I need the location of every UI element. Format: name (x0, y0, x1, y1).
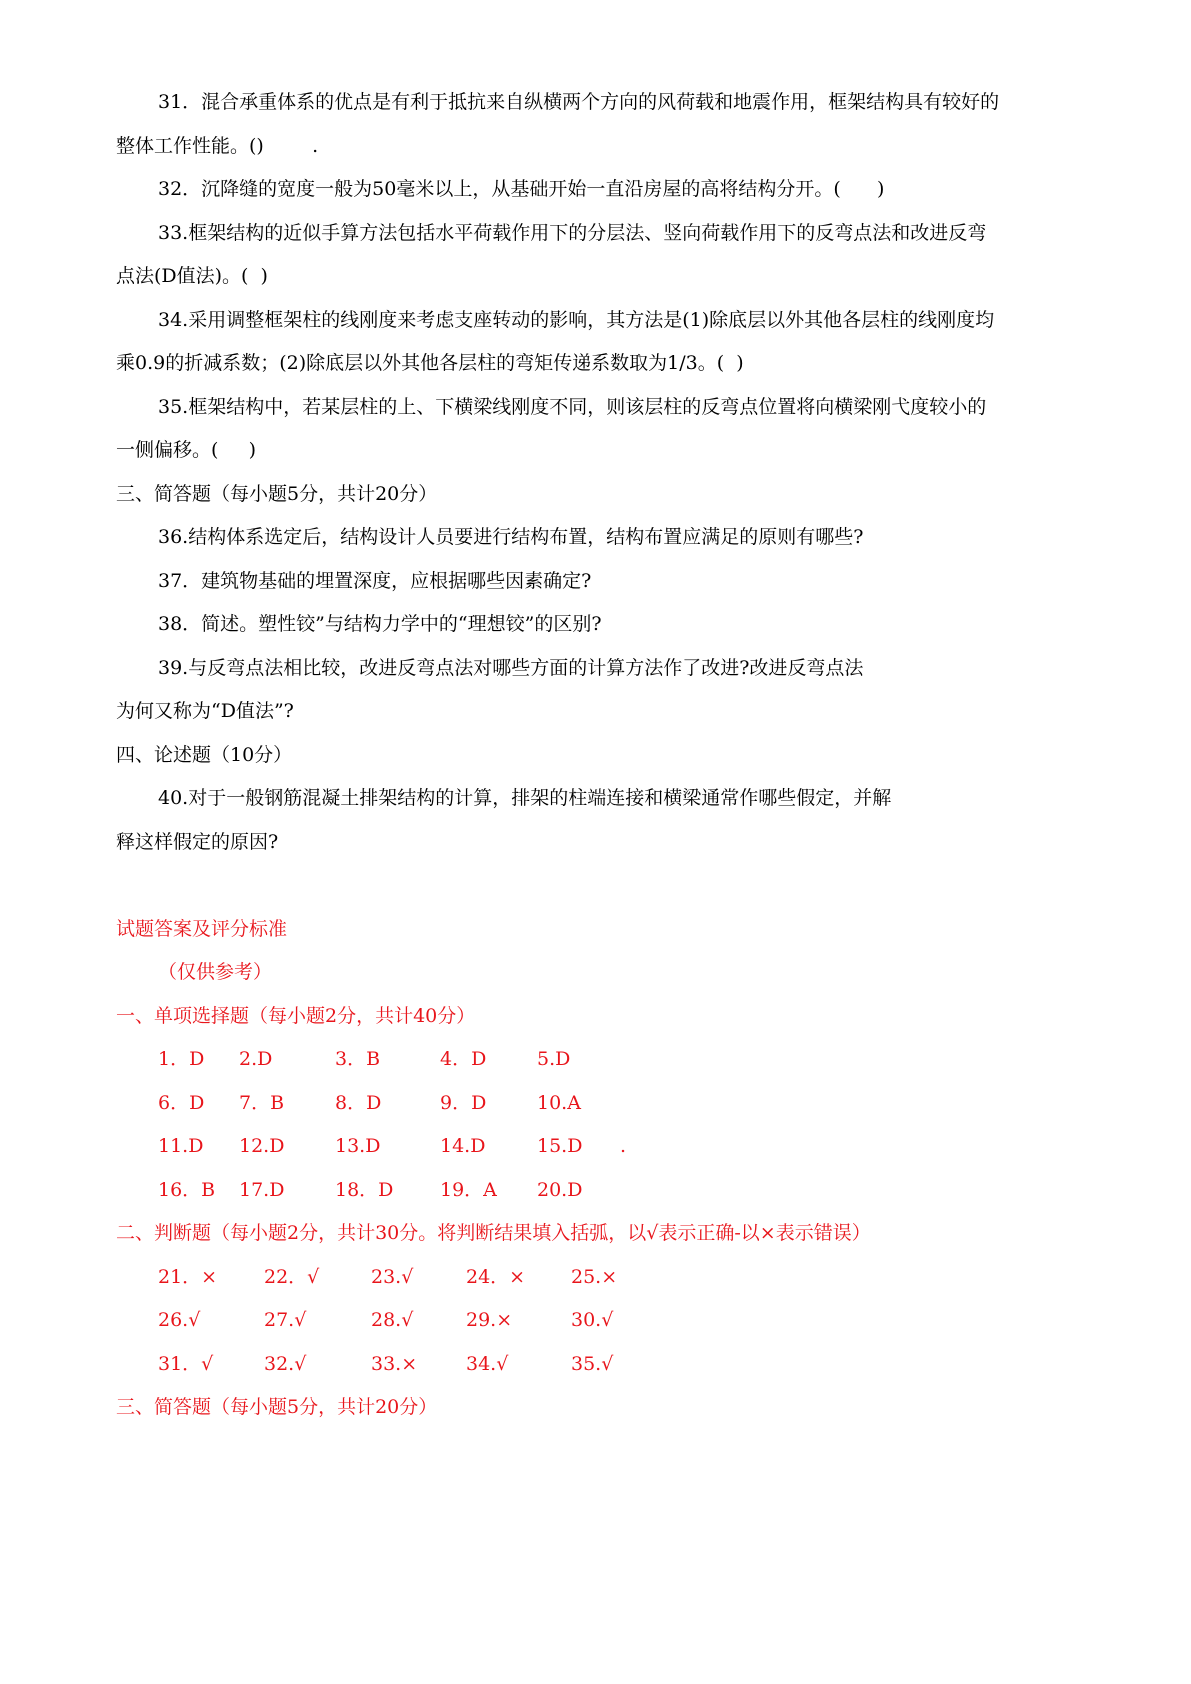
question-40-line-2: 释这样假定的原因? (116, 831, 279, 853)
answer-item: 11.D (158, 1135, 204, 1157)
answers-section-2-heading: 二、判断题（每小题2分，共计30分。将判断结果填入括弧，以√表示正确-以×表示错误） (116, 1222, 871, 1244)
answer-item: 6．D (158, 1092, 205, 1114)
answer-item: 14.D (440, 1135, 486, 1157)
answer-item: 24．× (466, 1266, 526, 1288)
answer-item: 34.√ (466, 1353, 509, 1375)
question-36: 36.结构体系选定后，结构设计人员要进行结构布置，结构布置应满足的原则有哪些? (158, 526, 864, 548)
answer-item: 35.√ (571, 1353, 614, 1375)
question-31-line-1: 31．混合承重体系的优点是有利于抵抗来自纵横两个方向的风荷载和地震作用，框架结构具有较好的 (158, 91, 1000, 113)
question-39-line-2: 为何又称为“D值法”? (116, 700, 294, 722)
question-33-line-2: 点法(D值法)。( ) (116, 265, 268, 287)
answer-item: 16．B (158, 1179, 216, 1201)
answer-item: 29.× (466, 1309, 513, 1331)
answer-item: . (620, 1135, 627, 1157)
answer-item: 33.× (371, 1353, 418, 1375)
question-35-line-1: 35.框架结构中，若某层柱的上、下横梁线刚度不同，则该层柱的反弯点位置将向横梁刚弋度较小的 (158, 396, 987, 418)
answer-item: 32.√ (264, 1353, 307, 1375)
answer-item: 28.√ (371, 1309, 414, 1331)
answer-item: 15.D (537, 1135, 583, 1157)
answer-item: 17.D (239, 1179, 285, 1201)
answer-item: 26.√ (158, 1309, 201, 1331)
answer-item: 4．D (440, 1048, 487, 1070)
answer-item: 31．√ (158, 1353, 214, 1375)
answer-item: 18．D (335, 1179, 394, 1201)
question-39-line-1: 39.与反弯点法相比较，改进反弯点法对哪些方面的计算方法作了改进?改进反弯点法 (158, 657, 864, 679)
answer-item: 25.× (571, 1266, 618, 1288)
answers-title: 试题答案及评分标准 (116, 918, 288, 940)
question-35-line-2: 一侧偏移。( ) (116, 439, 257, 461)
answer-item: 21．× (158, 1266, 218, 1288)
answer-item: 27.√ (264, 1309, 307, 1331)
answer-item: 10.A (537, 1092, 581, 1114)
question-38: 38．简述。塑性铰”与结构力学中的“理想铰”的区别? (158, 613, 602, 635)
answers-section-3-heading: 三、简答题（每小题5分，共计20分） (116, 1396, 438, 1418)
answer-item: 1．D (158, 1048, 205, 1070)
answers-subtitle: （仅供参考） (158, 961, 273, 983)
answer-item: 23.√ (371, 1266, 414, 1288)
answer-item: 2.D (239, 1048, 273, 1070)
answer-item: 7．B (239, 1092, 285, 1114)
answer-item: 20.D (537, 1179, 583, 1201)
question-32: 32．沉降缝的宽度一般为50毫米以上，从基础开始一直沿房屋的高将结构分开。( ) (158, 178, 885, 200)
answer-item: 8．D (335, 1092, 382, 1114)
answers-section-1-heading: 一、单项选择题（每小题2分，共计40分） (116, 1005, 476, 1027)
question-34-line-1: 34.采用调整框架柱的线刚度来考虑支座转动的影响，其方法是(1)除底层以外其他各层柱的线刚度均 (158, 309, 995, 331)
answer-item: 12.D (239, 1135, 285, 1157)
answer-item: 19．A (440, 1179, 497, 1201)
answer-item: 5.D (537, 1048, 571, 1070)
answer-item: 9．D (440, 1092, 487, 1114)
answer-item: 3．B (335, 1048, 381, 1070)
question-37: 37．建筑物基础的埋置深度，应根据哪些因素确定? (158, 570, 592, 592)
section-3-heading: 三、简答题（每小题5分，共计20分） (116, 483, 438, 505)
answer-item: 13.D (335, 1135, 381, 1157)
question-33-line-1: 33.框架结构的近似手算方法包括水平荷载作用下的分层法、竖向荷载作用下的反弯点法和改进反弯 (158, 222, 987, 244)
question-31-line-2: 整体工作性能。() . (116, 135, 319, 157)
answer-item: 30.√ (571, 1309, 614, 1331)
section-4-heading: 四、论述题（10分） (116, 744, 293, 766)
answer-item: 22．√ (264, 1266, 320, 1288)
question-40-line-1: 40.对于一般钢筋混凝土排架结构的计算，排架的柱端连接和横梁通常作哪些假定，并解 (158, 787, 892, 809)
question-34-line-2: 乘0.9的折减系数；(2)除底层以外其他各层柱的弯矩传递系数取为1/3。( ) (116, 352, 744, 374)
